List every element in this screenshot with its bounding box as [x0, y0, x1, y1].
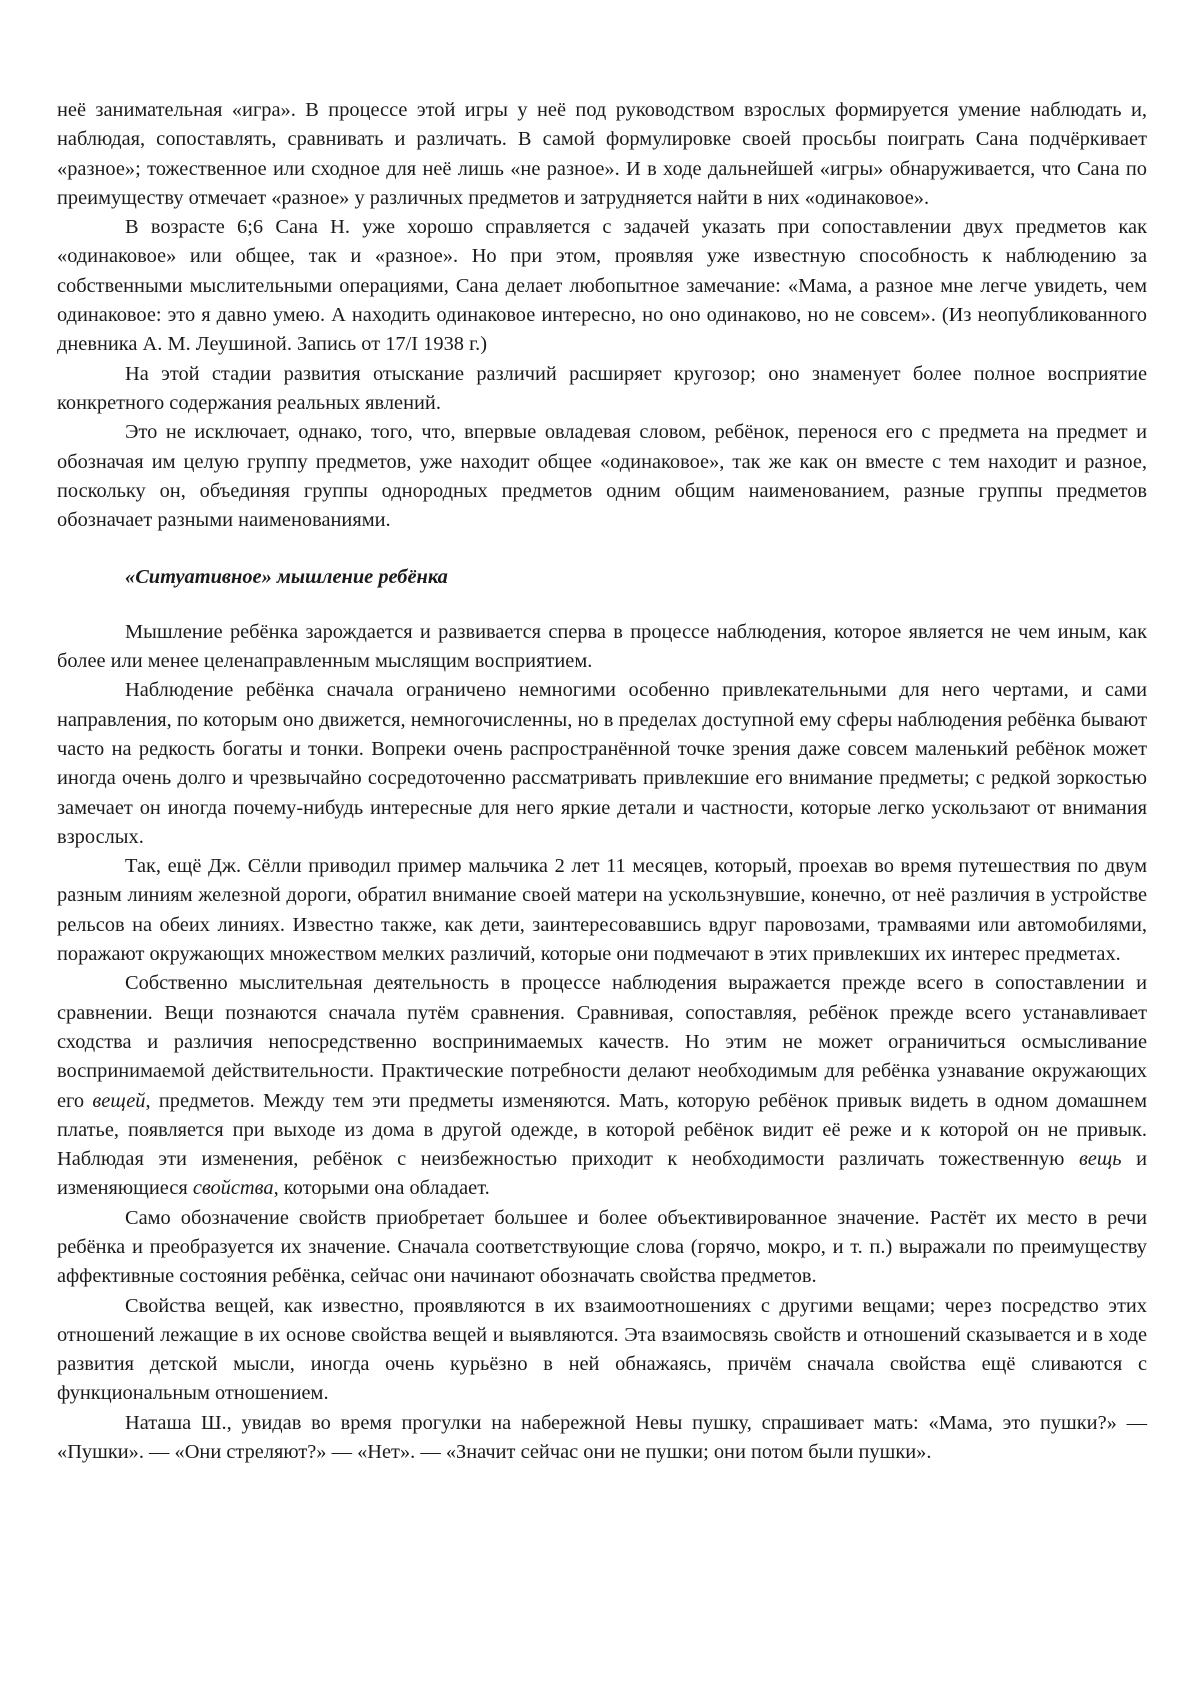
paragraph-objects-and-properties: [57, 969, 1147, 1203]
paragraph: Само обозначение свойств приобретает большее и более объективированное значение. Растёт их место в речи ребёнка и преобразуется их значение. Сначала соответствующие слова (горячо, мокро, и т. п.) выражали по преимуществу аффективные состояния ребёнка, сейчас они начинают обозначать свойства предметов.: [57, 1206, 1147, 1288]
emphasis-term: вещей: [92, 1089, 146, 1112]
text-run: Собственно мыслительная деятельность в процессе наблюдения выражается прежде всего в сопоставлении и сравнении. Вещи познаются сначала путём сравнения. Сравнивая, сопоставляя, ребёнок прежде всего устанавливает сходства и различия непосредственно воспринимаемых качеств. Но этим не может ограничиться осмысливание воспринимаемой действительности. Практические потребности делают необходимым для ребёнка узнавание окружающих его: [57, 972, 1147, 1112]
section-heading: «Ситуативное» мышление ребёнка: [125, 566, 448, 589]
text-run: , которыми она обладает.: [273, 1177, 490, 1200]
paragraph: Свойства вещей, как известно, проявляются в их взаимоотношениях с другими вещами; через посредство этих отношений лежащие в их основе свойства вещей и выявляются. Эта взаимосвязь свойств и отношений сказывается и в ходе развития детской мысли, иногда очень курьёзно в ней обнажаясь, причём сначала свойства ещё сливаются с функциональным отношением.: [57, 1294, 1147, 1405]
paragraph: В возрасте 6;6 Сана Н. уже хорошо справляется с задачей указать при сопоставлении двух предметов как «одинаковое» или общее, так и «разное». Но при этом, проявляя уже известную способность к наблюдению за собственными мыслительными операциями, Сана делает любопытное замечание: «Мама, а разное мне легче увидеть, чем одинаковое: это я давно умею. А находить одинаковое интересно, но оно одинаково, но не совсем». (Из неопубликованного дневника А. М. Леушиной. Запись от 17/I 1938 г.): [57, 216, 1147, 356]
text-run: , предметов. Между тем эти предметы изменяются. Мать, которую ребёнок привык видеть в одном домашнем платье, появляется при выходе из дома в другой одежде, в которой ребёнок видит её реже и к которой он не привык. Наблюдая эти изменения, ребёнок с неизбежностью приходит к необходимости различать тожественную: [57, 1089, 1148, 1171]
paragraph: Это не исключает, однако, того, что, впервые овладевая словом, ребёнок, перенося его с предмета на предмет и обозначая им целую группу предметов, уже находит общее «одинаковое», так же как он вместе с тем находит и разное, поскольку он, объединяя группы однородных предметов одним общим наименованием, разные группы предметов обозначает разными наименованиями.: [57, 421, 1147, 532]
paragraph: Наташа Ш., увидав во время прогулки на набережной Невы пушку, спрашивает мать: «Мама, это пушки?» — «Пушки». — «Они стреляют?» — «Нет». — «Значит сейчас они не пушки; они потом были пушки».: [57, 1411, 1147, 1464]
paragraph: неё занимательная «игра». В процессе этой игры у неё под руководством взрослых формируется умение наблюдать и, наблюдая, сопоставлять, сравнивать и различать. В самой формулировке своей просьбы поиграть Сана подчёркивает «разное»; тожественное или сходное для неё лишь «не разное». И в ходе дальнейшей «игры» обнаруживается, что Сана по преимуществу отмечает «разное» у различных предметов и затрудняется найти в них «одинаковое».: [57, 99, 1147, 209]
text-run: и изменяющиеся: [57, 1148, 1147, 1200]
emphasis-term: вещь: [1078, 1148, 1122, 1171]
paragraph: Наблюдение ребёнка сначала ограничено немногими особенно привлекательными для него чертами, и сами направления, по которым оно движется, немногочисленны, но в пределах доступной ему сферы наблюдения ребёнка бывают часто на редкость богаты и тонки. Вопреки очень распространённой точке зрения даже совсем маленький ребёнок может иногда очень долго и чрезвычайно сосредоточенно рассматривать привлекшие его внимание предметы; с редкой зоркостью замечает он иногда почему-нибудь интересные для него яркие детали и частности, которые легко ускользают от внимания взрослых.: [57, 679, 1147, 848]
emphasis-term: свойства: [192, 1177, 274, 1200]
paragraph: Так, ещё Дж. Сёлли приводил пример мальчика 2 лет 11 месяцев, который, проехав во время путешествия по двум разным линиям железной дороги, обратил внимание своей матери на ускользнувшие, конечно, от неё различия в устройстве рельсов на обеих линиях. Известно также, как дети, заинтересовавшись вдруг паровозами, трамваями или автомобилями, поражают окружающих множеством мелких различий, которые они подмечают в этих привлекших их интерес предметах.: [57, 855, 1147, 966]
paragraph: На этой стадии развития отыскание различий расширяет кругозор; оно знаменует более полное восприятие конкретного содержания реальных явлений.: [57, 362, 1147, 414]
paragraph: Мышление ребёнка зарождается и развивается сперва в процессе наблюдения, которое является не чем иным, как более или менее целенаправленным мыслящим восприятием.: [57, 620, 1147, 673]
document-page: [57, 96, 1147, 1467]
